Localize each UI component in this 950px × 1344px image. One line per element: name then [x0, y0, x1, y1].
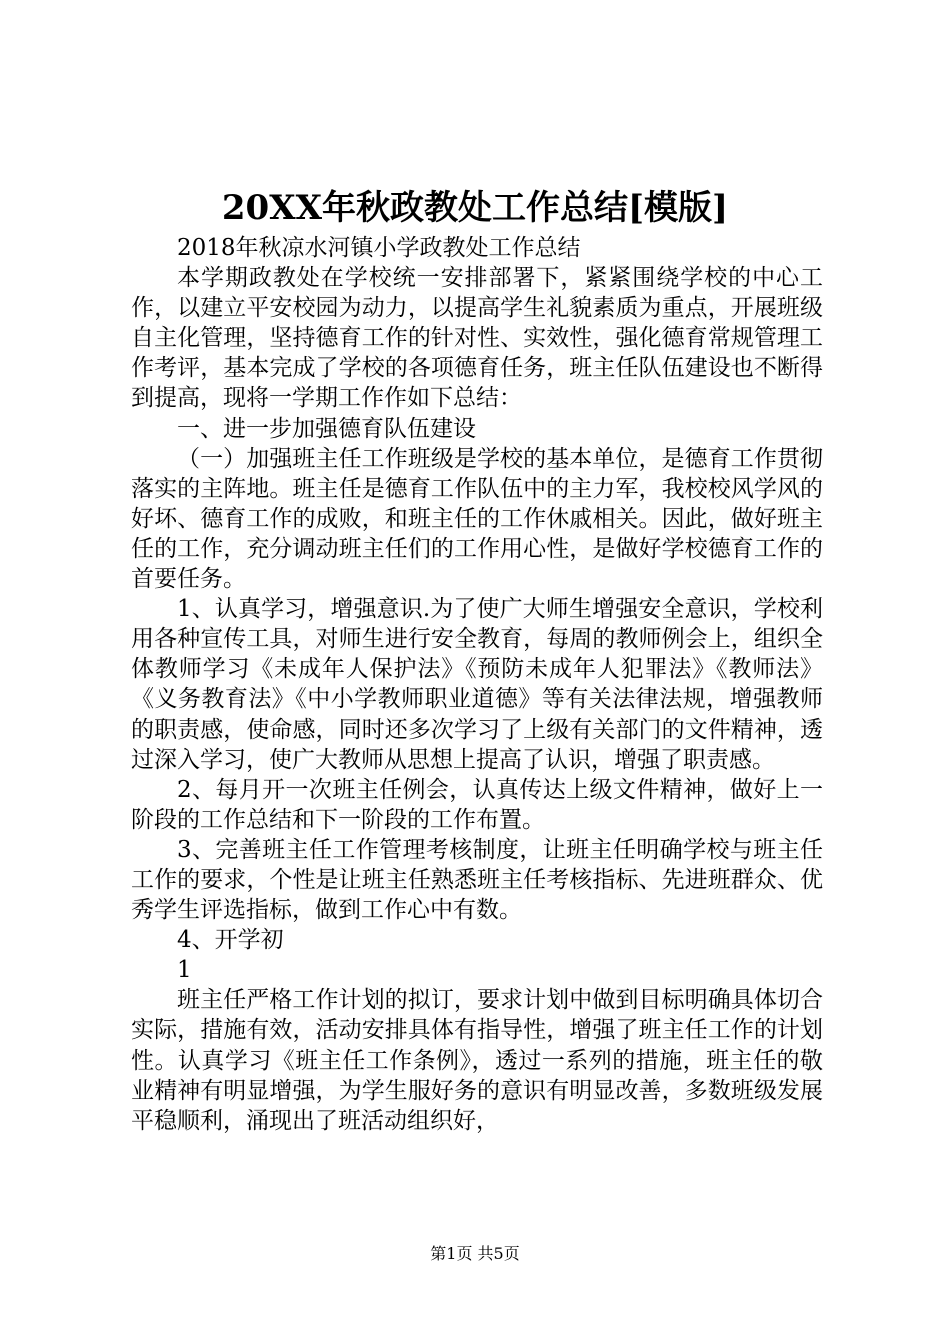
paragraph-subsection-1: （一）加强班主任工作班级是学校的基本单位，是德育工作贯彻落实的主阵地。班主任是德育工作队伍中的主力军，我校校风学风的好坏、德育工作的成败，和班主任的工作休戚相关。因此，做好班主任的工作，充分调动班主任们的工作用心性，是做好学校德育工作的首要任务。 — [131, 445, 823, 593]
paragraph-item-1: 1、认真学习，增强意识.为了使广大师生增强安全意识，学校利用各种宣传工具，对师生进行安全教育，每周的教师例会上，组织全体教师学习《未成年人保护法》《预防未成年人犯罪法》《教师法》《义务教育法》《中小学教师职业道德》等有关法律法规，增强教师的职责感，使命感，同时还多次学习了上级有关部门的文件精神，透过深入学习，使广大教师从思想上提高了认识，增强了职责感。 — [131, 596, 823, 773]
document-body — [131, 233, 823, 1136]
document-title: 20XX年秋政教处工作总结[模版] — [221, 188, 729, 228]
paragraph-number: 1 — [177, 957, 192, 984]
paragraph-item-4: 4、开学初 — [177, 927, 284, 954]
section-heading: 一、进一步加强德育队伍建设 — [177, 415, 476, 442]
paragraph-continued: 班主任严格工作计划的拟订，要求计划中做到目标明确具体切合实际，措施有效，活动安排具体有指导性，增强了班主任工作的计划性。认真学习《班主任工作条例》，透过一系列的措施，班主任的敬业精神有明显增强，为学生服好务的意识有明显改善，多数班级发展平稳顺利，涌现出了班活动组织好， — [131, 987, 823, 1134]
paragraph-subtitle: 2018年秋凉水河镇小学政教处工作总结 — [177, 235, 581, 261]
paragraph-item-3: 3、完善班主任工作管理考核制度，让班主任明确学校与班主任工作的要求，个性是让班主任熟悉班主任考核指标、先进班群众、优秀学生评选指标，做到工作心中有数。 — [131, 836, 823, 924]
paragraph-item-2: 2、每月开一次班主任例会，认真传达上级文件精神，做好上一阶段的工作总结和下一阶段的工作布置。 — [131, 776, 823, 833]
paragraph-intro: 本学期政教处在学校统一安排部署下，紧紧围绕学校的中心工作，以建立平安校园为动力，以提高学生礼貌素质为重点，开展班级自主化管理，坚持德育工作的针对性、实效性，强化德育常规管理工作考评，基本完成了学校的各项德育任务，班主任队伍建设也不断得到提高，现将一学期工作作如下总结： — [131, 265, 823, 412]
page-footer: 第1页 共5页 — [430, 1244, 520, 1263]
